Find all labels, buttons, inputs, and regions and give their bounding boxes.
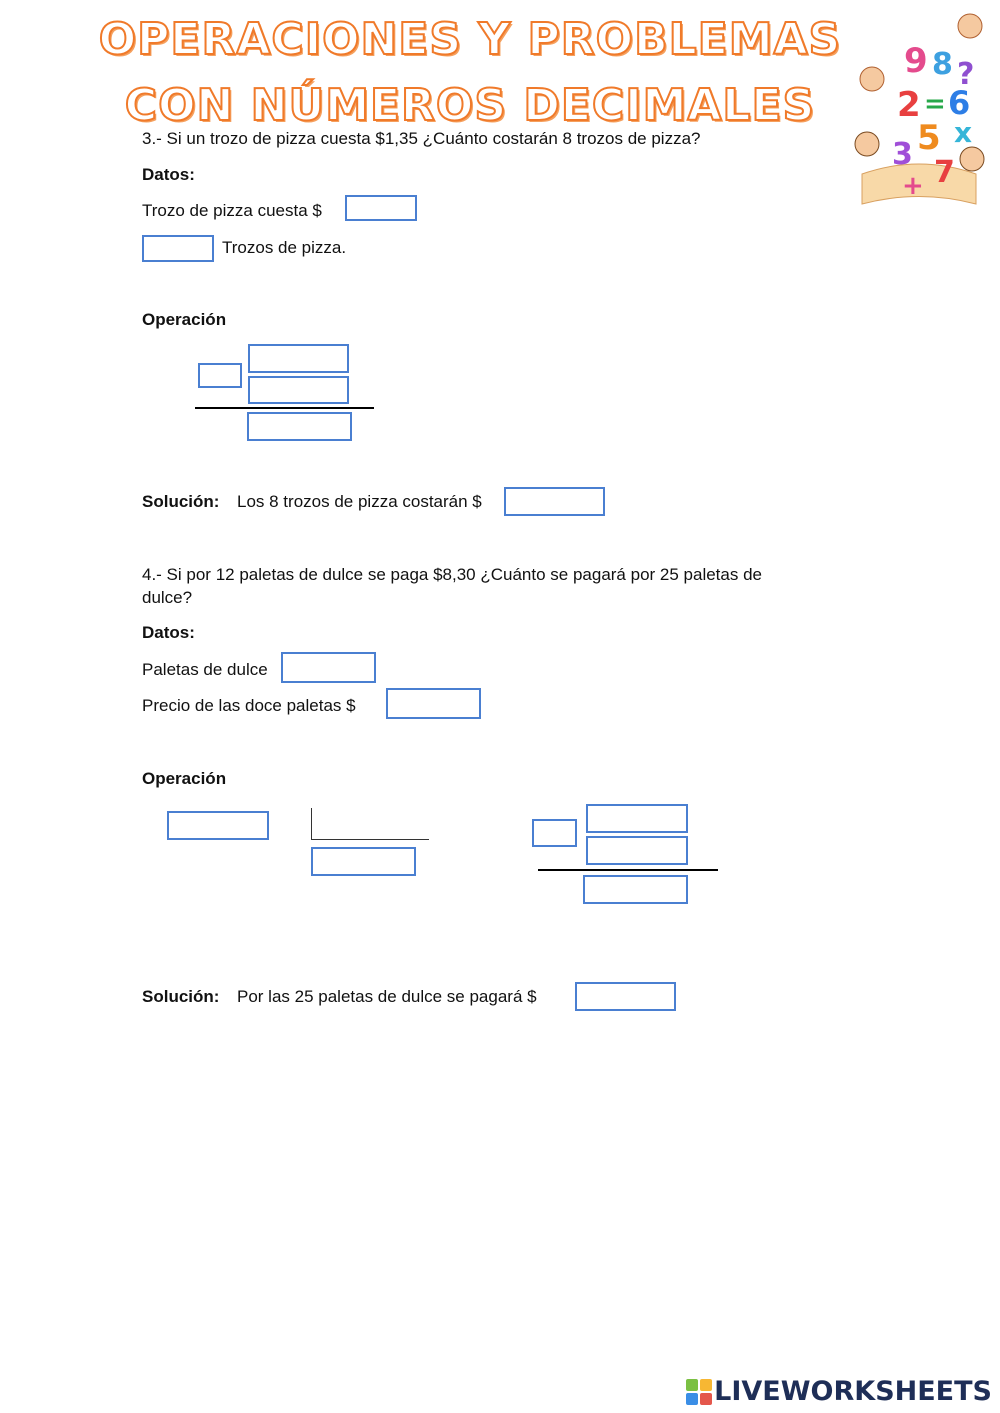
- svg-text:7: 7: [934, 155, 955, 190]
- division-bracket-horizontal: [311, 839, 429, 840]
- problem4-answer-input[interactable]: [575, 982, 676, 1011]
- twelve-price-input[interactable]: [386, 688, 481, 719]
- problem3-dato1-label: Trozo de pizza cuesta $: [142, 201, 322, 220]
- operation-line: [195, 407, 374, 409]
- problem3-dato2-label: Trozos de pizza.: [222, 238, 347, 257]
- pizza-slices-input[interactable]: [142, 235, 214, 262]
- multiplier-input[interactable]: [248, 376, 349, 404]
- product2-input[interactable]: [583, 875, 688, 904]
- lollipops-count-input[interactable]: [281, 652, 376, 683]
- problem4-dato2-label: Precio de las doce paletas $: [142, 696, 356, 715]
- multiplicand-input[interactable]: [248, 344, 349, 373]
- svg-text:6: 6: [948, 84, 971, 122]
- kids-with-numbers-icon: [842, 4, 996, 210]
- problem3-operacion-label: Operación: [142, 310, 227, 329]
- problem4-solucion-label: Solución:: [142, 987, 220, 1006]
- svg-text:=: =: [924, 89, 946, 119]
- problem3-datos-label: Datos:: [142, 165, 195, 184]
- problem4-solucion-text: Por las 25 paletas de dulce se pagará $: [237, 987, 537, 1006]
- problem3-solucion-text: Los 8 trozos de pizza costarán $: [237, 492, 482, 511]
- dividend-input[interactable]: [167, 811, 269, 840]
- pizza-price-input[interactable]: [345, 195, 417, 221]
- liveworksheets-logo: [686, 1376, 992, 1407]
- problem3-answer-input[interactable]: [504, 487, 605, 516]
- product-input[interactable]: [247, 412, 352, 441]
- multiplication-sign-input[interactable]: [198, 363, 242, 388]
- brand-name: LIVEWORKSHEETS: [714, 1376, 992, 1407]
- division-bracket-vertical: [311, 808, 312, 840]
- svg-text:8: 8: [932, 47, 953, 82]
- svg-text:9: 9: [904, 41, 928, 81]
- svg-text:?: ?: [957, 57, 975, 92]
- problem3-question: 3.- Si un trozo de pizza cuesta $1,35 ¿Cuánto costarán 8 trozos de pizza?: [142, 129, 701, 148]
- svg-text:+: +: [902, 171, 924, 201]
- problem3-solucion-label: Solución:: [142, 492, 220, 511]
- multiplication-sign2-input[interactable]: [532, 819, 577, 847]
- multiplicand2-input[interactable]: [586, 804, 688, 833]
- quotient-input[interactable]: [311, 847, 416, 876]
- title-line-1: OPERACIONES Y PROBLEMAS: [98, 14, 842, 65]
- svg-text:2: 2: [897, 85, 921, 125]
- problem4-dato1-label: Paletas de dulce: [142, 660, 268, 679]
- liveworksheets-mark-icon: [686, 1379, 712, 1405]
- svg-text:3: 3: [892, 137, 913, 172]
- problem4-operacion-label: Operación: [142, 769, 227, 788]
- svg-text:x: x: [954, 116, 973, 149]
- problem4-question-line1: 4.- Si por 12 paletas de dulce se paga $8,30 ¿Cuánto se pagará por 25 paletas de: [142, 565, 762, 584]
- problem4-datos-label: Datos:: [142, 623, 195, 642]
- operation2-line: [538, 869, 718, 871]
- svg-text:5: 5: [917, 118, 941, 158]
- title-line-2: CON NÚMEROS DECIMALES: [124, 80, 816, 131]
- multiplier2-input[interactable]: [586, 836, 688, 865]
- problem4-question-line2: dulce?: [142, 588, 193, 607]
